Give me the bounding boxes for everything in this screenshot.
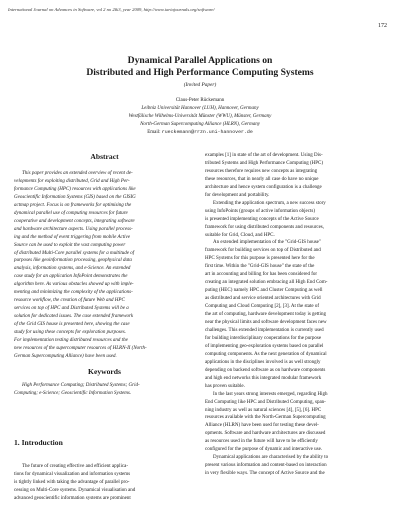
text-line: framework for using distributed components and resources, <box>205 224 324 230</box>
text-line: and hardware architecture aspects. Using parallel process- <box>14 226 133 232</box>
journal-header: International Journal on Advances in Software, vol 2 no 2&3, year 2009, http://www.iariajournals.org/software/ <box>8 7 215 12</box>
text-line: services on top of HPC and Distributed Systems will be a <box>14 306 129 312</box>
text-line: tributed Systems and High Performance Computing (HPC) <box>205 160 324 166</box>
text-line: challenges. This extended implementation is currently used <box>205 327 324 333</box>
text-line: cessing on Multi-Core systems. Dynamical visualisation and <box>14 487 136 493</box>
text-line: in very flexible ways. The concept of Active Source and the <box>205 471 325 477</box>
text-line: ning industry as well as natural sciences [4], [5], [6]. HPC <box>205 407 322 413</box>
text-line: of distributed Multi-Core parallel systems for a multitude of <box>14 250 135 256</box>
text-line: solution for dedicated issues. The case extended framework <box>14 314 134 320</box>
text-line: German Supercomputing Alliance) have been used. <box>14 353 117 359</box>
author-name: Claus-Peter Rückemann <box>175 98 225 103</box>
keywords-text <box>14 382 195 398</box>
text-line: near the physical limits and software development faces new <box>205 320 327 326</box>
keywords-heading: Keywords <box>88 367 121 376</box>
text-line: menting and minimizing the complexity of the applications- <box>14 290 133 296</box>
text-line: is presented implementing concepts of the Active Source <box>205 216 319 222</box>
text-line: dynamical parallel use of computing resources for future <box>14 210 128 216</box>
text-line: purposes like geoinformation processing, geophysical data <box>14 258 132 264</box>
text-line: configured for the purpose of dynamic and interactive use. <box>205 447 323 453</box>
text-line: resources available with the North-German Supercomputing <box>205 415 326 421</box>
text-line: is tightly linked with taking the advantage of parallel pro- <box>14 479 130 485</box>
text-line: first time. Within the "Grid-GIS house" the state of the <box>205 264 315 270</box>
text-line: High Performance Computing; Distributed Systems; Grid- <box>22 383 140 388</box>
text-line: art in accounting and billing for has been considered for <box>205 272 318 278</box>
text-line: case study for an application InfoPoint demonstrates the <box>14 274 128 280</box>
text-line: architecture and hence system configuration is a challenge <box>205 184 322 190</box>
text-line: ing and the method of event triggering from mobile Active <box>14 234 130 240</box>
author-affiliation: Leibniz Universität Hannover (LUH), Hannover, Germany <box>141 106 259 111</box>
text-line: cooperative and development concepts, integrating software <box>14 218 135 224</box>
text-line: as distributed and service oriented architectures with Grid <box>205 296 321 302</box>
text-line: the art of computing, hardware development today is getting <box>205 312 326 318</box>
introduction-heading: 1. Introduction <box>14 438 63 447</box>
text-line: depending on backend software as on hardware components <box>205 367 326 373</box>
abstract-heading: Abstract <box>90 152 119 161</box>
text-line: algorithm here. As various obstacles showed up with imple- <box>14 282 134 288</box>
text-line: and high end networks this integrated modular framework <box>205 375 322 381</box>
text-line: creating an integrated solution embracing all High End Com- <box>205 280 328 286</box>
text-line: of the Grid GIS house is presented here, showing the case <box>14 322 130 328</box>
text-line: as resources used in the future will have to be efficiently <box>205 439 318 445</box>
email-label: Email: <box>147 130 161 135</box>
text-line: The future of creating effective and efficient applica- <box>22 464 129 469</box>
text-line: has proven suitable. <box>205 383 245 389</box>
text-line: For implementation testing distributed resources and the <box>14 338 128 344</box>
author-email-line <box>0 129 400 137</box>
text-line: HPC Systems for this purpose is presented here for the <box>205 256 315 262</box>
text-line: present various information and content-based on interaction <box>205 463 327 469</box>
text-line: resource workflow, the creation of future Web and HPC <box>14 298 125 304</box>
text-line: study for using these concepts for exploration purposes. <box>14 330 126 336</box>
text-line: suitable for Grid, Cloud, and HPC. <box>205 232 275 238</box>
abstract-text <box>14 170 195 361</box>
text-line: analysis, information systems, and e-Science. An extended <box>14 266 131 272</box>
text-line: Extending the application spectrum, a new success story <box>213 200 326 206</box>
text-line: formance Computing (HPC) resources with applications like <box>14 186 136 192</box>
text-line: computing components. As the next generation of dynamical <box>205 351 327 357</box>
text-line: Alliance (HLRN) have been used for testing these devel- <box>205 423 319 429</box>
text-line: Dynamical applications are characterised by the ability to <box>213 455 329 461</box>
paper-title-line-2: Distributed and High Performance Computing Systems <box>86 67 314 78</box>
text-line: puting (HEC) namely HPC and Cluster Computing as well <box>205 288 323 294</box>
text-line: resources therefore requires new concepts as integrating <box>205 168 318 174</box>
text-line: advanced geoscientific information systems are prominent <box>14 495 131 501</box>
page-number: 172 <box>378 23 387 29</box>
text-line: applications in the disciplines involved is as well strongly <box>205 359 321 365</box>
text-line: of implementing geo-exploration systems based on parallel <box>205 343 324 349</box>
text-line: In the last years strong interests emerged, regarding High <box>213 391 328 397</box>
invited-paper-note: (Invited Paper) <box>183 82 217 88</box>
text-line: An extended implementation of the "Grid-GIS house" <box>213 240 321 246</box>
author-affiliation: North-German Supercomputing Alliance (HLRN), Germany <box>140 122 260 127</box>
text-line: using InfoPoints (groups of active information objects) <box>205 208 315 214</box>
right-column-text <box>205 152 386 478</box>
text-line: Computing and Cloud Computing [2], [3]. At the state of <box>205 304 320 310</box>
text-line: new resources of the supercomputer resources of HLRN-II (North- <box>14 345 147 351</box>
text-line: tions for dynamical visualization and information systems <box>14 471 131 477</box>
text-line: for development and portability. <box>205 192 270 198</box>
text-line: these resources, that in nearly all case do have no unique <box>205 176 319 182</box>
author-affiliation: Westfälische Wilhelms-Universität Münster (WWU), Münster, Germany <box>128 114 272 119</box>
text-line: Geoscientific Information Systems (GIS) based on the GISIG <box>14 194 136 200</box>
text-line: framework for building services on top of Distributed and <box>205 248 321 254</box>
text-line: Source can be used to exploit the vast computing power <box>14 242 126 248</box>
author-email[interactable]: rueckemann@rrzn.uni-hannover.de <box>161 130 253 135</box>
text-line: examples [1] in state of the art of development. Using Dis- <box>205 153 323 158</box>
text-line: This paper provides an extended overview of recent de- <box>22 171 133 176</box>
text-line: velopments for exploiting distributed, Grid and High Per- <box>14 178 130 184</box>
text-line: for building interdisciplinary cooperations for the purpose <box>205 335 322 341</box>
text-line: End Computing like HPC and Distributed Computing, span- <box>205 399 326 405</box>
text-line: opments. Software and hardware architectures are discussed <box>205 431 326 437</box>
text-line: actmap project. Focus is on frameworks for optimising the <box>14 202 132 208</box>
paper-title-line-1: Dynamical Parallel Applications on <box>127 55 273 66</box>
text-line: Computing; e-Science; Geoscientific Information Systems. <box>14 390 132 396</box>
introduction-text <box>14 463 195 503</box>
